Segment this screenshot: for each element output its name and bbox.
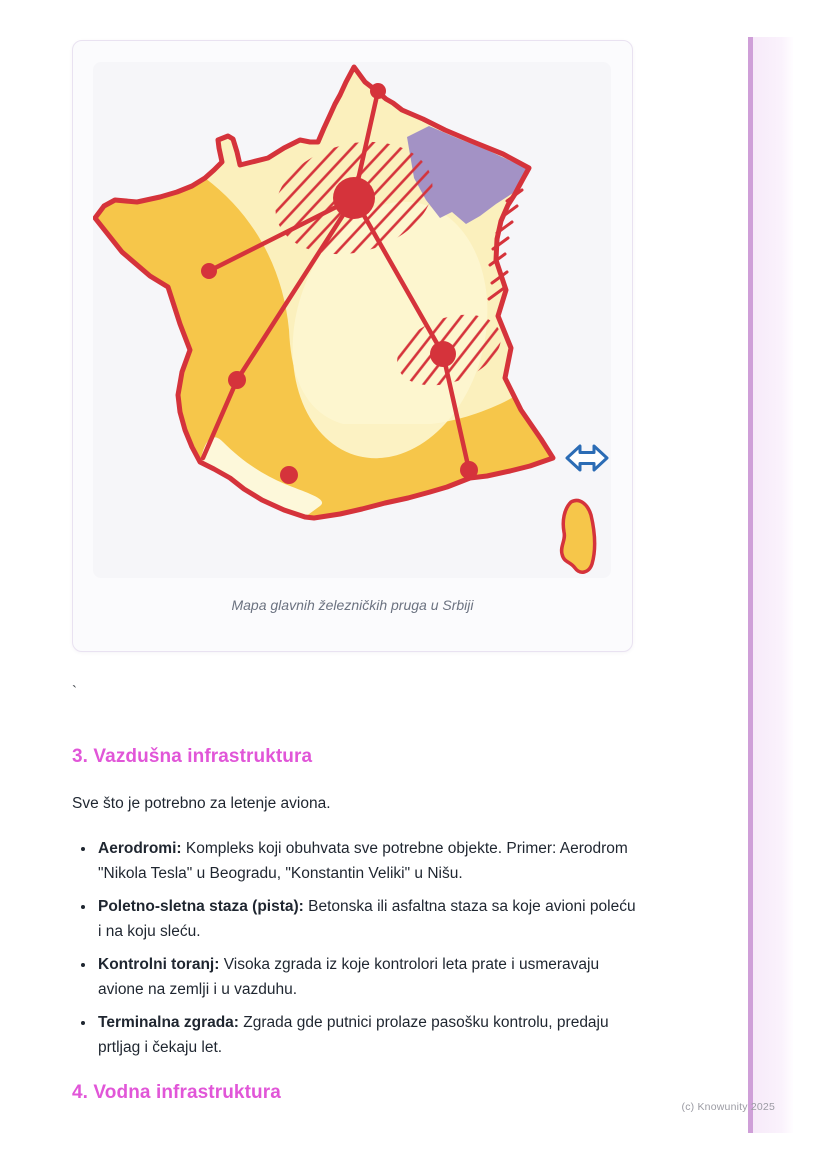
list-item-terminalna-zgrada — [96, 1010, 642, 1060]
map-region-fills — [93, 62, 611, 578]
copyright-text: (c) Knowunity 2025 — [681, 1101, 775, 1113]
list-item-aerodromi — [96, 836, 642, 886]
content-column — [72, 0, 642, 1103]
north-city-dot — [370, 83, 386, 99]
bullet-text: Zgrada gde putnici prolaze pasošku kontrolu, predaju prtljag i čekaju let. — [98, 1014, 609, 1056]
bullet-term: Kontrolni toranj: — [98, 956, 220, 973]
southeast-city-dot — [460, 461, 478, 479]
section-3-intro: Sve što je potrebno za letenje aviona. — [72, 795, 331, 812]
bullet-text: Kompleks koji obuhvata sve potrebne objekte. Primer: Aerodrom "Nikola Tesla" u Beogradu, "Konstantin Veliki" u Nišu. — [98, 840, 628, 882]
lyon-dot — [430, 341, 456, 367]
side-stripe-decoration — [748, 37, 793, 1133]
southwest-city-dot — [228, 371, 246, 389]
paris-dot — [333, 177, 375, 219]
france-railway-map-illustration — [93, 62, 611, 578]
list-item-kontrolni-toranj — [96, 952, 642, 1002]
section-4-heading: 4. Vodna infrastruktura — [72, 1082, 281, 1103]
figure-caption: Mapa glavnih železničkih pruga u Srbiji — [231, 597, 474, 613]
west-city-dot — [201, 263, 217, 279]
bullet-term: Aerodromi: — [98, 840, 182, 857]
horizontal-resize-icon[interactable] — [564, 441, 610, 475]
figure-image-panel — [93, 62, 611, 578]
bullet-term: Terminalna zgrada: — [98, 1014, 239, 1031]
figure-card — [72, 40, 633, 652]
list-item-pista — [96, 894, 642, 944]
section-3-heading: 3. Vazdušna infrastruktura — [72, 746, 313, 767]
corsica-island — [562, 500, 595, 572]
bullet-term: Poletno-sletna staza (pista): — [98, 898, 304, 915]
bullet-text: Betonska ili asfaltna staza sa koje avioni poleću i na koju sleću. — [98, 898, 636, 940]
bullet-text: Visoka zgrada iz koje kontrolori leta prate i usmeravaju avione na zemlji i u vazduhu. — [98, 956, 600, 998]
bullet-list — [72, 836, 642, 1060]
south-city-dot — [280, 466, 298, 484]
stray-backtick: ` — [72, 683, 77, 700]
